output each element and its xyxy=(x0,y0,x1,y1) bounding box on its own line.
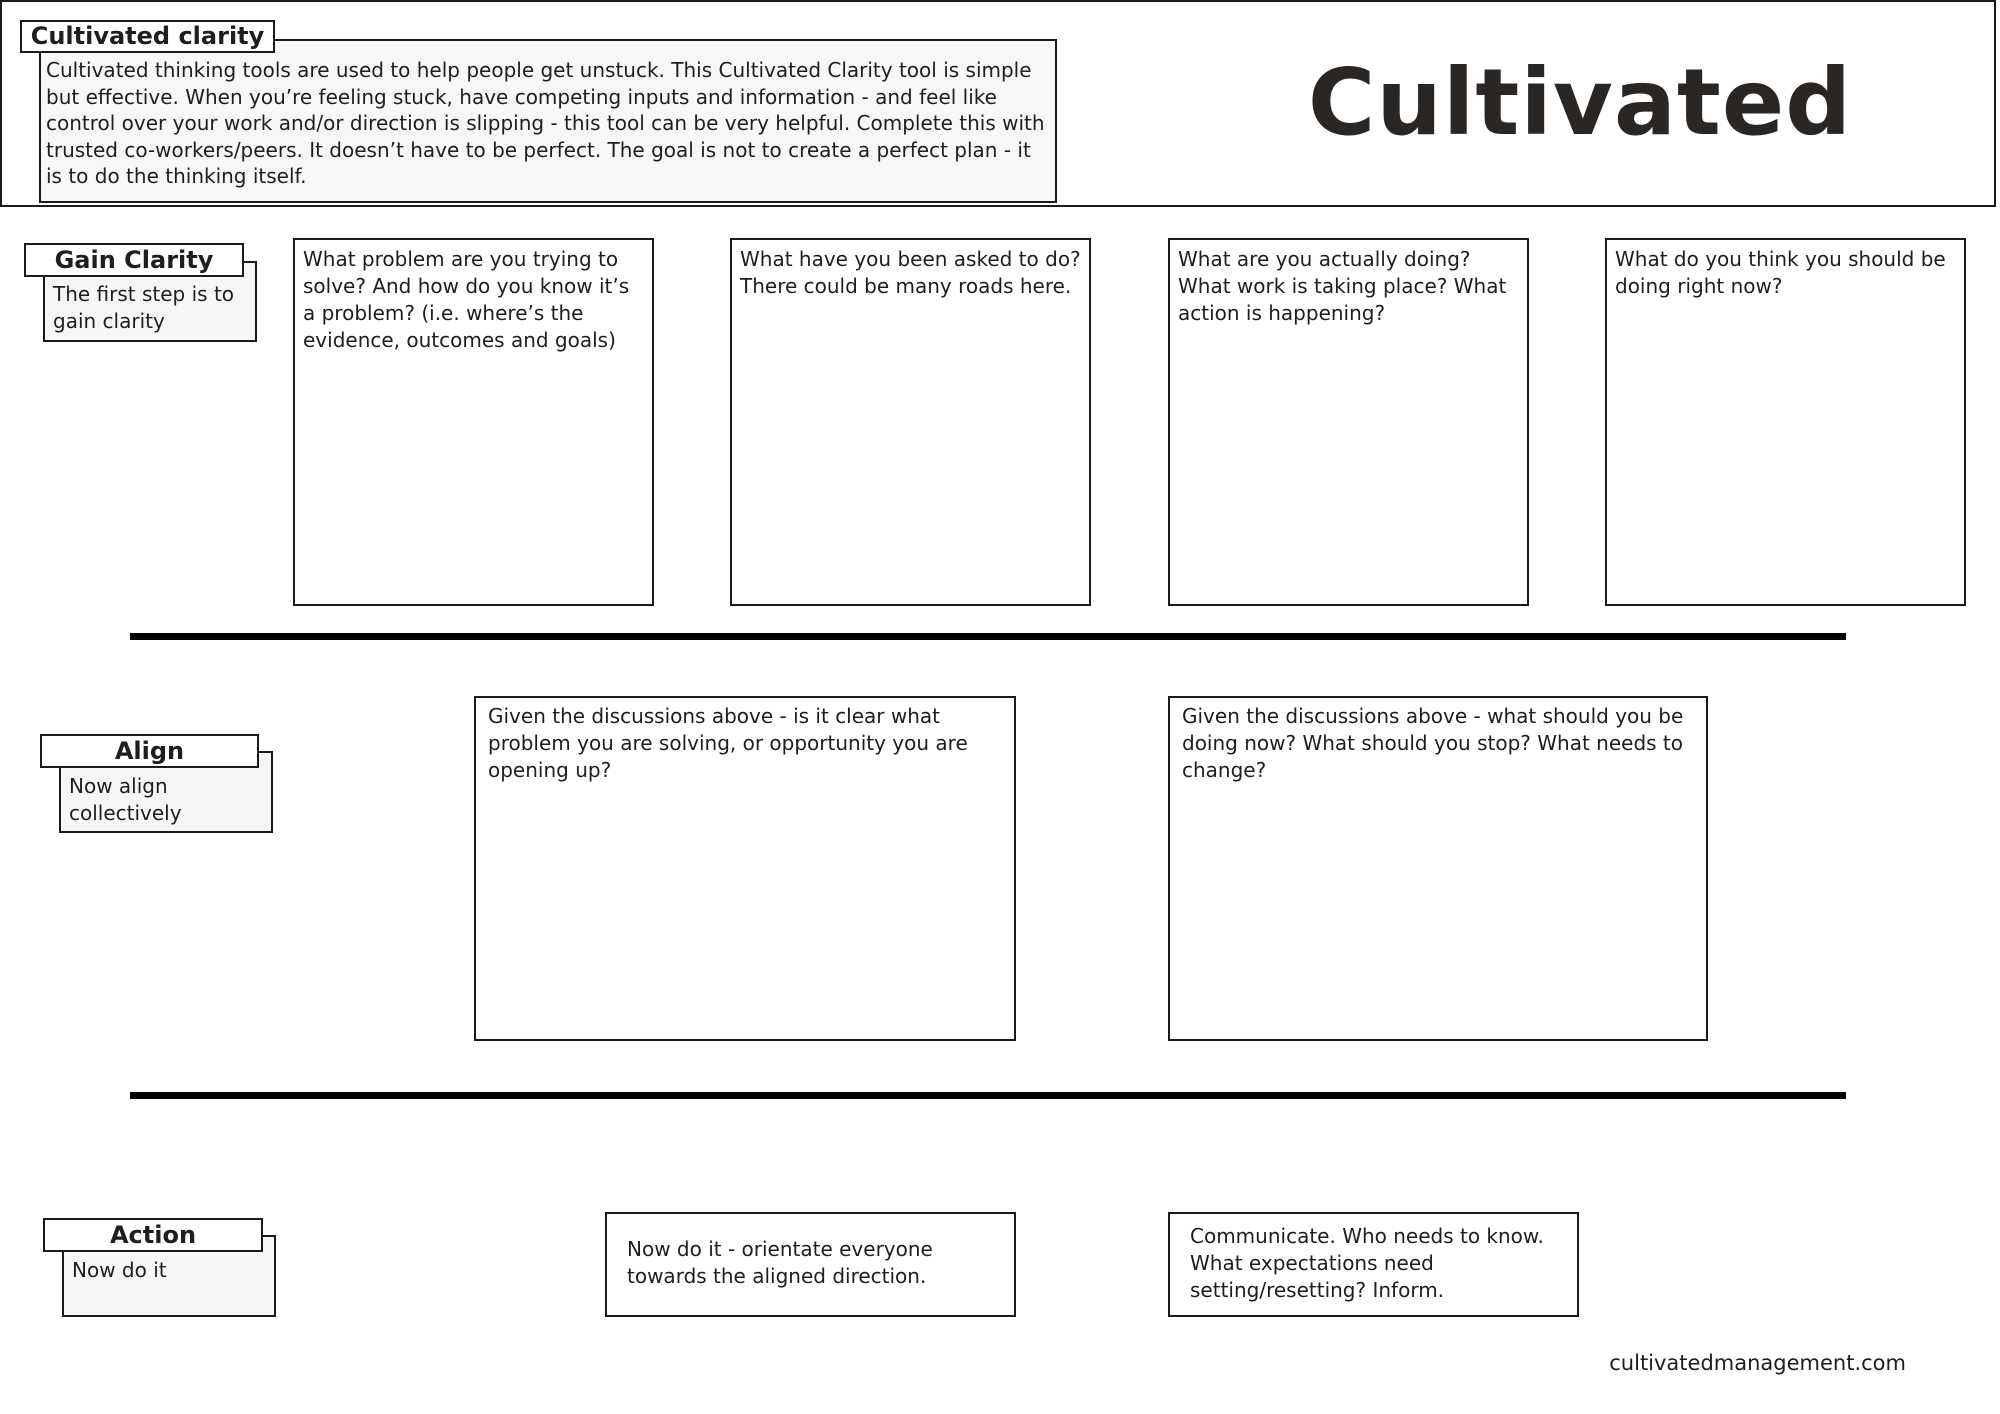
align-question-1: Given the discussions above - is it clear what problem you are solving, or opportunity you are opening up? xyxy=(474,696,1016,1041)
align-description: Now align collectively xyxy=(59,751,273,833)
align-title: Align xyxy=(40,734,259,768)
action-question-2: Communicate. Who needs to know. What expectations need setting/resetting? Inform. xyxy=(1168,1212,1579,1317)
gain-clarity-description: The first step is to gain clarity xyxy=(43,261,257,342)
gain-clarity-question-1: What problem are you trying to solve? And how do you know it’s a problem? (i.e. where’s the evidence, outcomes and goals) xyxy=(293,238,654,606)
action-title: Action xyxy=(43,1218,263,1252)
gain-clarity-question-3: What are you actually doing? What work is taking place? What action is happening? xyxy=(1168,238,1529,606)
gain-clarity-title: Gain Clarity xyxy=(24,243,244,277)
brand-logo: Cultivated xyxy=(1307,49,1853,156)
action-question-1: Now do it - orientate everyone towards the aligned direction. xyxy=(605,1212,1016,1317)
intro-text: Cultivated thinking tools are used to help people get unstuck. This Cultivated Clarity tool is simple but effective. When you’re feeling stuck, have competing inputs and information - and feel like control over your work and/or direction is slipping - this tool can be very helpful. Complete this with trusted co-workers/peers. It doesn’t have to be perfect. The goal is not to create a perfect plan - it is to do the thinking itself. xyxy=(39,39,1057,203)
action-description: Now do it xyxy=(62,1235,276,1317)
gain-clarity-question-4: What do you think you should be doing right now? xyxy=(1605,238,1966,606)
section-divider-1 xyxy=(130,633,1846,640)
gain-clarity-question-2: What have you been asked to do? There could be many roads here. xyxy=(730,238,1091,606)
section-divider-2 xyxy=(130,1092,1846,1099)
align-question-2: Given the discussions above - what should you be doing now? What should you stop? What needs to change? xyxy=(1168,696,1708,1041)
tool-title: Cultivated clarity xyxy=(20,20,275,53)
website-link: cultivatedmanagement.com xyxy=(1609,1351,1906,1375)
